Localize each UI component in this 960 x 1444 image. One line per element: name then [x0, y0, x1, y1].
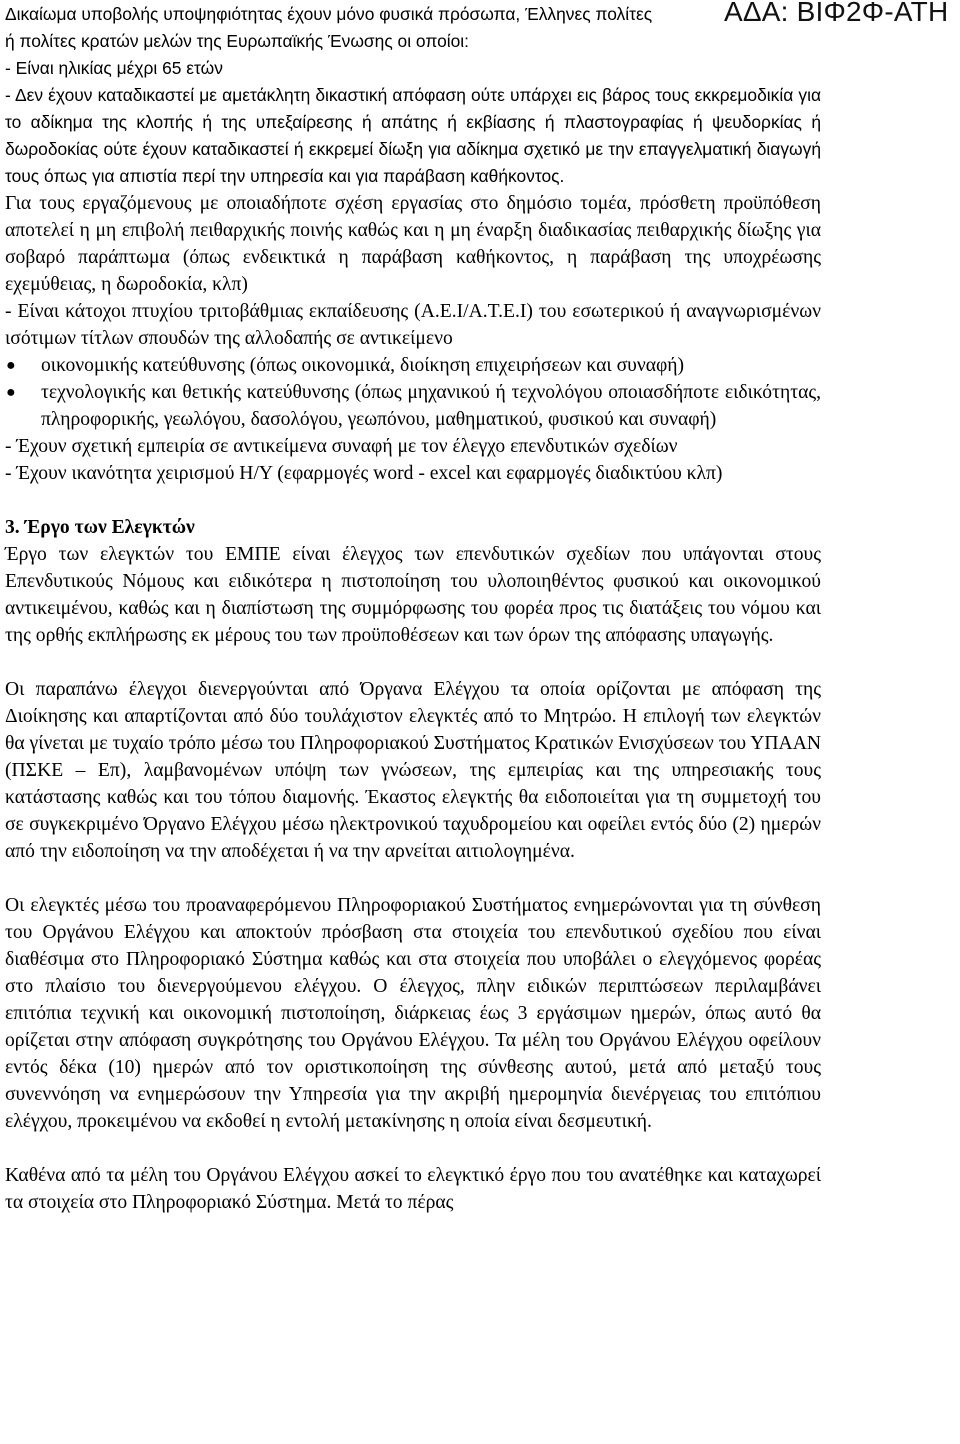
intro-line-1: Δικαίωμα υποβολής υποψηφιότητας έχουν μόνο φυσικά πρόσωπα, Έλληνες πολίτες: [5, 4, 653, 24]
bullet-icon: ●: [6, 384, 16, 401]
spacer: [5, 487, 821, 514]
spacer: [5, 649, 821, 676]
paragraph-text: Οι ελεγκτές μέσω του προαναφερόμενου Πληροφοριακού Συστήματος ενημερώνονται για τη σύνθεση του Οργάνου Ελέγχου και αποκτούν πρόσβαση στα στοιχεία του επενδυτικού σχεδίου που είναι διαθέσιμα στο Πληροφοριακό Σύστημα καθώς και στα στοιχεία που υποβάλει ο ελεγχόμενος φορέας στο πλαίσιο του διενεργούμενου ελέγχου. Ο έλεγχος, πλην ειδικών περιπτώσεων περιλαμβάνει επιτόπια τεχνική και οικονομική πιστοποίηση, διάρκειας έως 3 εργάσιμων ημερών, όπως αυτό θα ορίζεται στην απόφαση συγκρότησης του Οργάνου Ελέγχου. Τα μέλη του Οργάνου Ελέγχου οφείλουν εντός δέκα (10) ημερών από τον οριστικοποίηση της σύνθεσης αυτού, μετά από μεταξύ τους συνεννόηση να ενημερώσουν την Υπηρεσία για την ακριβή ημερομηνία διενέργειας του επιτόπιου ελέγχου, προκειμένου να εκδοθεί η εντολή μετακίνησης η οποία είναι δεσμευτική.: [5, 895, 821, 1132]
section-title: 3. Έργο των Ελεγκτών: [5, 517, 195, 538]
section-paragraph-4: [5, 1162, 821, 1216]
section-paragraph-3: [5, 892, 821, 1135]
conviction-requirement: [5, 82, 821, 190]
paragraph-text: Οι παραπάνω έλεγχοι διενεργούνται από Όργανα Ελέγχου τα οποία ορίζονται με απόφαση της Διοίκησης και απαρτίζονται από δύο τουλάχιστον ελεγκτές από το Μητρώο. Η επιλογή των ελεγκτών θα γίνεται με τυχαίο τρόπο μέσω του Πληροφοριακού Συστήματος Κρατικών Ενισχύσεων του ΥΠΑΑΝ (ΠΣΚΕ – Επ), λαμβανομένων υπόψη των γνώσεων, της εμπειρίας και της υπηρεσιακής τους κατάστασης καθώς και του τόπου διαμονής. Έκαστος ελεγκτής θα ειδοποιείται για τη συμμετοχή του σε συγκεκριμένο Όργανο Ελέγχου μέσω ηλεκτρονικού ταχυδρομείου και οφείλει εντός δύο (2) ημερών από την ειδοποίηση να την αποδέχεται ή να την αρνείται αιτιολογημένα.: [5, 679, 821, 862]
paragraph-text: Καθένα από τα μέλη του Οργάνου Ελέγχου ασκεί το ελεγκτικό έργο που του ανατέθηκε και καταχωρεί τα στοιχεία στο Πληροφοριακό Σύστημα. Μετά το πέρας: [5, 1165, 821, 1213]
document-id-stamp: ΑΔΑ: ΒΙΦ2Φ-ΑΤΗ: [724, 0, 949, 27]
list-item: [5, 379, 821, 433]
list-item-text: οικονομικής κατεύθυνσης (όπως οικονομικά, διοίκηση επιχειρήσεων και συναφή): [41, 355, 685, 376]
bullet-icon: ●: [6, 357, 16, 374]
document-page: [5, 1, 821, 1216]
eligibility-intro: [5, 1, 821, 190]
intro-line-2: ή πολίτες κρατών μελών της Ευρωπαϊκής Ένωσης οι οποίοι:: [5, 31, 469, 51]
age-requirement: - Είναι ηλικίας μέχρι 65 ετών: [5, 58, 223, 78]
degree-text: - Είναι κάτοχοι πτυχίου τριτοβάθμιας εκπαίδευσης (Α.Ε.Ι/Α.Τ.Ε.Ι) του εσωτερικού ή αναγνωρισμένων ισότιμων τίτλων σπουδών της αλλοδαπής σε αντικείμενο: [5, 301, 821, 349]
section-paragraph-2: [5, 676, 821, 865]
degree-requirement: [5, 298, 821, 352]
list-item-text: τεχνολογικής και θετικής κατεύθυνσης (όπως μηχανικού ή τεχνολόγου οποιασδήποτε ειδικότητας, πληροφορικής, γεωλόγου, δασολόγου, γεωπόνου, μαθηματικού, φυσικού και συναφή): [41, 382, 821, 430]
degree-fields-list: [5, 352, 821, 433]
paragraph-text: Έργο των ελεγκτών του ΕΜΠΕ είναι έλεγχος των επενδυτικών σχεδίων που υπάγονται στους Επενδυτικούς Νόμους και ειδικότερα η πιστοποίηση του υλοποιηθέντος φυσικού και οικονομικού αντικειμένου, καθώς και η διαπίστωση της συμμόρφωσης του φορέα προς τις διατάξεις του νόμου και της ορθής εκπλήρωσης εκ μέρους του των προϋποθέσεων και των όρων της απόφασης υπαγωγής.: [5, 544, 821, 646]
section-paragraph-1: [5, 541, 821, 649]
computer-skills-text: - Έχουν ικανότητα χειρισμού Η/Υ (εφαρμογές word - excel και εφαρμογές διαδικτύου κλπ): [5, 463, 723, 484]
conviction-text: - Δεν έχουν καταδικαστεί με αμετάκλητη δικαστική απόφαση ούτε υπάρχει εις βάρος τους εκκρεμοδικία για το αδίκημα της κλοπής ή της υπεξαίρεσης ή απάτης ή εκβίασης ή πλαστογραφίας ή ψευδορκίας ή δωροδοκίας ούτε έχουν καταδικαστεί ή εκκρεμεί δίωξη για αδίκημα σχετικό με την επαγγελματική διαγωγή τους όπως για απιστία περί την υπηρεσία και για παράβαση καθήκοντος.: [5, 85, 821, 186]
experience-requirement: [5, 433, 821, 460]
computer-skills-requirement: [5, 460, 821, 487]
experience-text: - Έχουν σχετική εμπειρία σε αντικείμενα συναφή με τον έλεγχο επενδυτικών σχεδίων: [5, 436, 678, 457]
spacer: [5, 865, 821, 892]
spacer: [5, 1135, 821, 1162]
list-item: [5, 352, 821, 379]
public-employees-text: Για τους εργαζόμενους με οποιαδήποτε σχέση εργασίας στο δημόσιο τομέα, πρόσθετη προϋπόθεση αποτελεί η μη επιβολή πειθαρχικής ποινής καθώς και η μη έναρξη διαδικασίας πειθαρχικής δίωξης για σοβαρό παράπτωμα (όπως ενδεικτικά η παράβαση καθήκοντος, η παράβαση της υποχρέωσης εχεμύθειας, η δωροδοκία, κλπ): [5, 193, 821, 295]
public-employees-requirement: [5, 190, 821, 298]
